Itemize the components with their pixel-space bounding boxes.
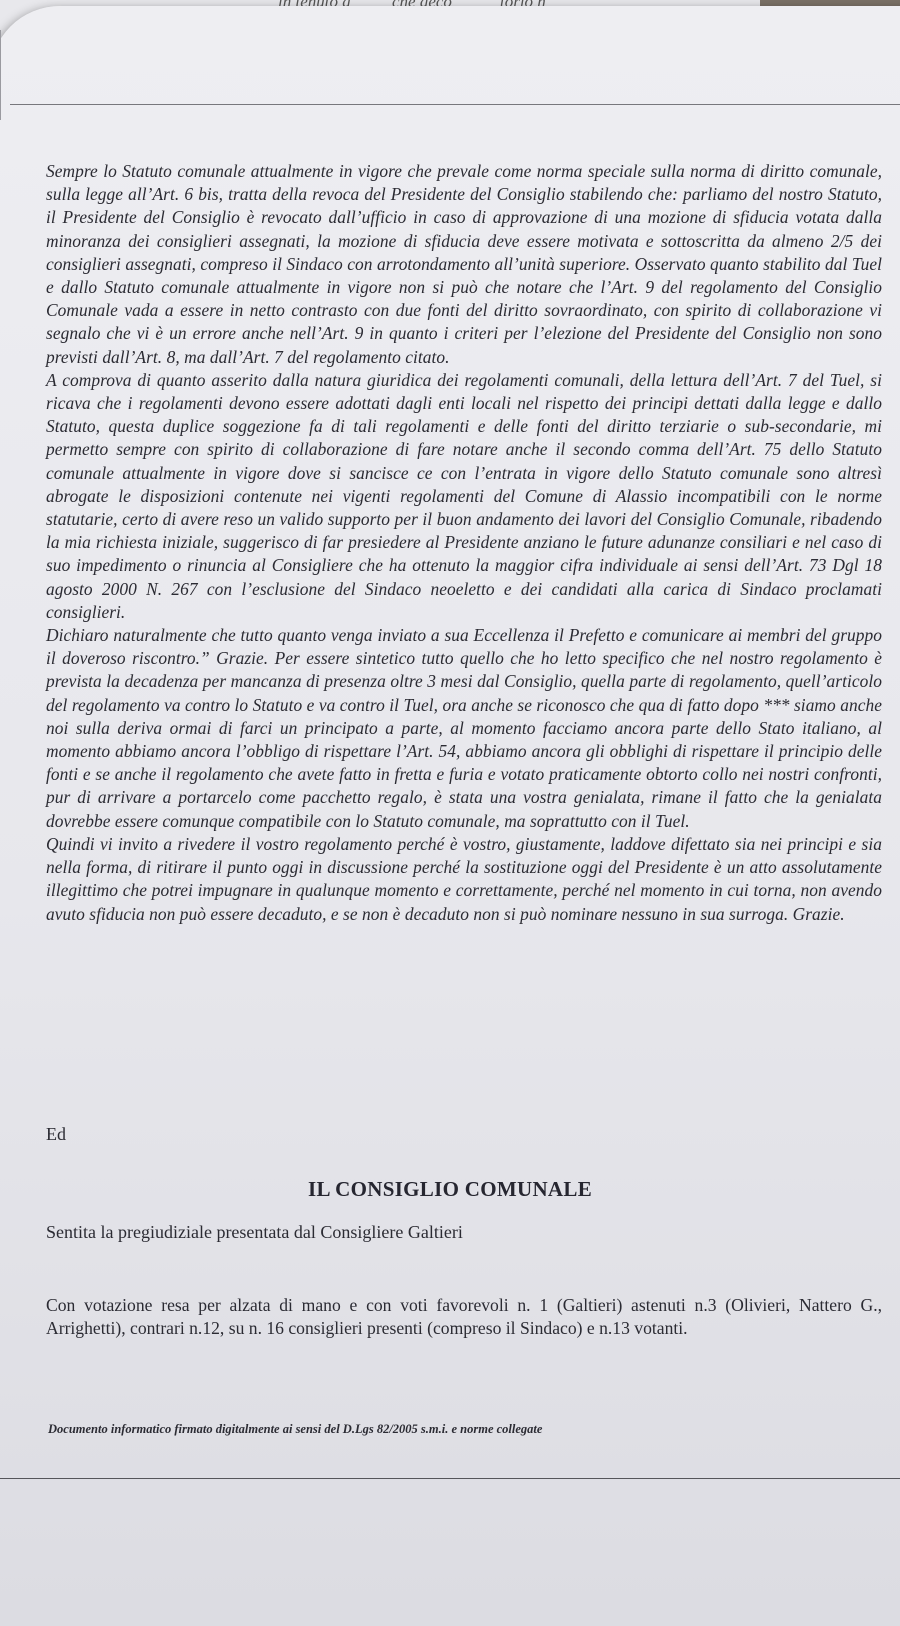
transcript-paragraph: Dichiaro naturalmente che tutto quanto venga inviato a sua Eccellenza il Prefetto e comunicare ai membri del gruppo il doveroso riscontro.” Grazie. Per essere sintetico tutto quello che ho letto specifico che nel nostro regolamento è prevista la decadenza per mancanza di presenza oltre 3 mesi dal Consiglio, quella parte di regolamento, quell’articolo del regolamento va contro lo Statuto e va contro il Tuel, ora anche se riconosco che qua di fatto dopo *** siamo anche noi sulla deriva ormai di farci un principato a parte, al momento facciamo ancora parte dello Stato italiano, al momento abbiamo ancora l’obbligo di rispettare l’Art. 54, abbiamo ancora gli obblighi di rispettare il principio delle fonti e se anche il regolamento che avete fatto in fretta e furia e votato praticamente obtorto collo nei nostri confronti, pur di arrivare a portarcelo come pacchetto regalo, è stata una vostra genialata, rimane il fatto che la genialata dovrebbe essere comunque compatibile con lo Statuto comunale, ma soprattutto con il Tuel.	[46, 625, 882, 831]
transcript-paragraph: Sempre lo Statuto comunale attualmente in vigore che prevale come norma speciale sulla norma di diritto comunale, sulla legge all’Art. 6 bis, tratta della revoca del Presidente del Consiglio stabilendo che: parliamo del nostro Statuto, il Presidente del Consiglio è revocato dall’ufficio in caso di approvazione di una mozione di sfiducia votata dalla minoranza dei consiglieri assegnati, la mozione di sfiducia deve essere motivata e sottoscritta da almeno 2/5 dei consiglieri assegnati, compreso il Sindaco con arrotondamento all’unità superiore. Osservato quanto stabilito dal Tuel e dallo Statuto comunale attualmente in vigore non si può che notare che l’Art. 9 del regolamento del Consiglio Comunale vada a essere in netto contrasto con due fonti del diritto sovraordinato, con spirito di collaborazione vi segnalo che vi è un errore anche nell’Art. 9 in quanto i criteri per l’elezione del Presidente del Consiglio non sono previsti dall’Art. 8, ma dall’Art. 7 del regolamento citato.	[46, 161, 882, 367]
vote-result-paragraph: Con votazione resa per alzata di mano e con voti favorevoli n. 1 (Galtieri) astenuti n.3 (Olivieri, Nattero G., Arrighetti), contrari n.12, su n. 16 consiglieri presenti (compreso il Sindaco) e n.13 votanti.	[46, 1295, 882, 1338]
transcript-paragraph: A comprova di quanto asserito dalla natura giuridica dei regolamenti comunali, della lettura dell’Art. 7 del Tuel, si ricava che i regolamenti devono essere adottati dagli enti locali nel rispetto dei principi dettati dalla legge e dallo Statuto, questa duplice soggezione fa di tali regolamenti e delle fonti del diritto terziarie o sub-secondarie, mi permetto sempre con spirito di collaborazione di fare notare anche il secondo comma dell’Art. 75 dello Statuto comunale attualmente in vigore dove si sancisce ce con l’entrata in vigore dello Statuto comunale sono altresì abrogate le disposizioni contenute nei vigenti regolamenti del Comune di Alassio incompatibili con le norme statutarie, certo di avere reso un valido supporto per il buon andamento dei lavori del Consiglio Comunale, ribadendo la mia richiesta iniziale, suggerisco di far presiedere al Presidente anziano le future adunanze consiliari e nel caso di suo impedimento o rinuncia al Consigliere che ha ottenuto la maggior cifra individuale ai sensi dell’Art. 73 Dgl 18 agosto 2000 N. 267 con l’esclusione del Sindaco neoeletto e dei candidati alla carica di Sindaco proclamati consiglieri.	[46, 369, 882, 622]
footer-rule	[0, 1478, 900, 1479]
sentita-clause: Sentita la pregiudiziale presentata dal Consigliere Galtieri	[46, 1222, 463, 1242]
speech-transcript	[46, 160, 882, 926]
transcript-paragraph: Quindi vi invito a rivedere il vostro regolamento perché è vostro, giustamente, laddove difettato sia nei principi e sia nella forma, di ritirare il punto oggi in discussione perché la sostituzione oggi del Presidente è un atto assolutamente illegittimo che potrei impugnare in qualunque momento e correttamente, perché nel momento in cui torna, non avendo avuto sfiducia non può essere decaduto, e se non è decaduto non si può nominare nessuno in sua surroga. Grazie.	[46, 833, 882, 924]
page-fold-edge	[0, 30, 61, 120]
signoff-initials: Ed	[46, 1124, 66, 1144]
header-rule	[10, 104, 900, 105]
section-heading: IL CONSIGLIO COMUNALE	[307, 1177, 593, 1201]
digital-signature-note: Documento informatico firmato digitalmente ai sensi del D.Lgs 82/2005 s.m.i. e norme collegate	[48, 1422, 543, 1436]
